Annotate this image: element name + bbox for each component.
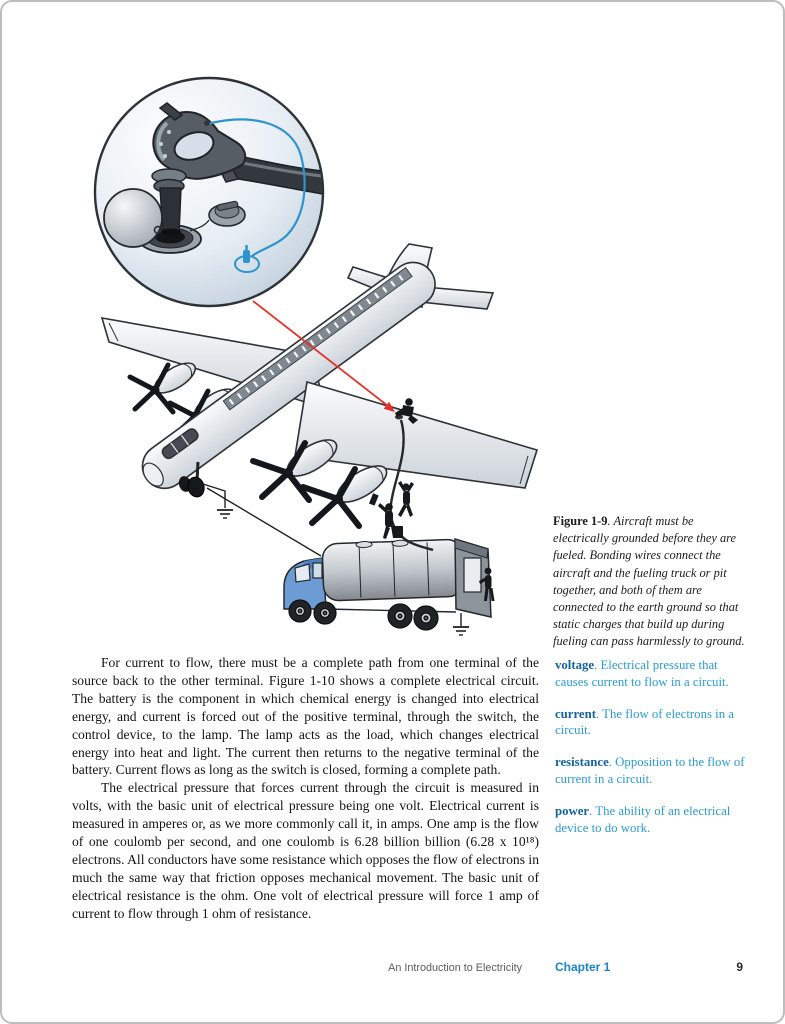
definition-term: voltage — [555, 658, 595, 672]
definition-voltage — [555, 657, 747, 691]
ground-wire-fuel-truck — [453, 613, 469, 635]
definition-text: . The ability of an electrical device to do work. — [555, 803, 731, 835]
figure-illustration — [57, 60, 547, 645]
page-footer — [2, 960, 785, 980]
footer-page-number: 9 — [736, 960, 743, 974]
ground-plug — [243, 250, 250, 263]
figure-caption-text: . Aircraft must be electrically grounded before they are fueled. Bonding wires connect the aircraft and the fueling truck or pit together, and both of them are connected to the earth ground so that static charges that build up during fueling can pass harmlessly to ground. — [553, 514, 745, 649]
definition-text: . Electrical pressure that causes current to flow in a circuit. — [555, 658, 729, 689]
body-text-column — [72, 654, 539, 923]
footer-chapter-label: Chapter 1 — [555, 960, 611, 974]
definition-term: power — [555, 803, 590, 818]
paragraph-current-flow: For current to flow, there must be a complete path from one terminal of the source back to the other terminal. Figure 1-10 shows a complete electrical circuit. The battery is the component in which chemical energy is changed into electrical energy, and current is forced out of the positive terminal, through the switch, the control device, to the lamp. The lamp acts as the load, which changes electrical energy into heat and light. The current then returns to the negative terminal of the battery. Current flows as long as the switch is closed, forming a complete path. — [72, 655, 539, 778]
engine-nacelle-far-1 — [130, 357, 200, 412]
worker-climbing-hose — [398, 481, 414, 517]
ground-symbol — [453, 627, 469, 635]
definition-current — [555, 706, 747, 740]
inset-detail-circle — [95, 78, 335, 306]
definition-resistance — [555, 754, 747, 788]
figure-caption-label: Figure 1-9 — [553, 514, 608, 528]
definition-term: resistance — [555, 755, 609, 770]
ball-float — [104, 189, 162, 247]
figure-caption — [553, 513, 747, 651]
definition-text: . The flow of electrons in a circuit. — [555, 706, 734, 738]
footer-section-title: An Introduction to Electricity — [388, 962, 522, 974]
definition-term: current — [555, 706, 596, 721]
paragraph-electrical-pressure: The electrical pressure that forces current through the circuit is measured in volts, with the basic unit of electrical pressure being one volt. Electrical current is measured in amperes or, as we more commonly call it, in amps. One amp is the flow of one coulomb per second, and one coulomb is 6.28 billion billion (6.28 x 10¹⁸) electrons. All conductors have some resistance which opposes the flow of electrons in much the same way that friction opposes mechanical movement. The basic unit of electrical resistance is the ohm. One volt of electrical pressure will force 1 amp of current to flow through 1 ohm of resistance. — [72, 780, 539, 921]
definition-text: . Opposition to the flow of current in a circuit. — [555, 755, 745, 786]
sidebar-definitions — [555, 657, 747, 851]
worker-standing — [369, 493, 403, 539]
ground-symbol — [217, 510, 233, 518]
truck-rear-door — [464, 558, 481, 592]
near-wing — [295, 382, 537, 488]
definition-power — [555, 803, 747, 837]
